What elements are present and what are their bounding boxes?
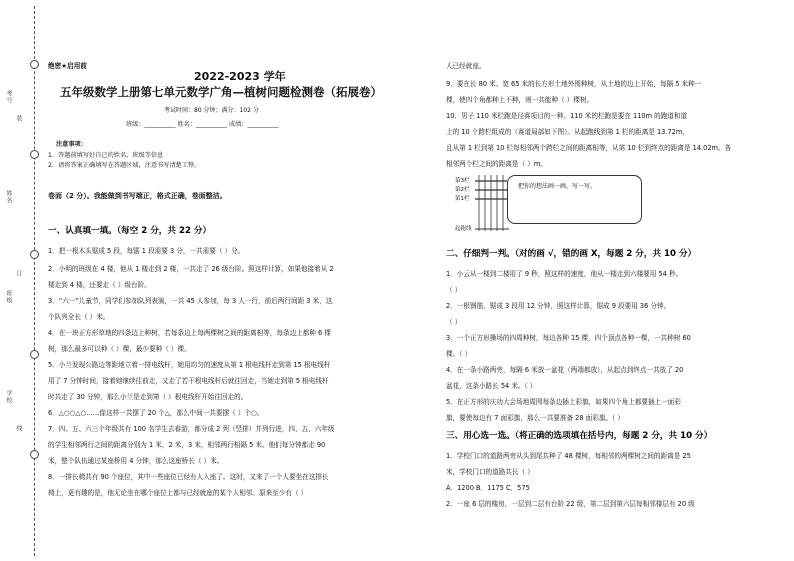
binding-label: 班级	[5, 290, 12, 304]
thought-bubble	[507, 175, 642, 224]
question-line: 3．一个正方形操场的四周种树，每边各种 15 棵，四个顶点各种一棵，一共种树 60	[446, 334, 691, 342]
question-line: 上的 10 个跨栏组成的（赛道局部如下图）。从起跑线到第 1 栏的距离是 13.72m，	[446, 128, 689, 136]
question-line: 棵，使四个角都种上不种，则一共能种（ ）棵树。	[446, 96, 594, 104]
question-line: 4．在一块正方形草地的四条边上种树，若每条边上每两棵树之间的距离相等，每条边上都种 6 棵	[48, 329, 331, 337]
question-line: 10．男子 110 米栏跑是径赛项目的一种。110 米的栏跑是要在 110m 的跑道和道	[446, 112, 688, 120]
question-line: 1．小云从一楼到二楼用了 9 秒，照这样的速度，他从一楼走到六楼要用 54 秒。	[446, 270, 683, 278]
binding-hole	[30, 450, 39, 459]
binding-margin	[0, 0, 44, 561]
question-line: 2．小明的班级在 4 楼，他从 1 楼走到 2 楼，一共走了 26 级台阶。照这样计算，如果他接着从 2	[48, 265, 334, 273]
page-title: 五年级数学上册第七单元数学广角—植树问题检测卷（拓展卷）	[60, 85, 382, 99]
question-line: 用了 7 分钟时间，接着她继续往前走，又走了若干根电线杆后就往回走，当她走到第 5 根电线杆	[48, 377, 329, 385]
note-item: 1．答题前填写好自己的姓名、班级等信息	[48, 152, 164, 159]
binding-mark: 订	[15, 270, 22, 277]
binding-label: 考号	[5, 90, 12, 104]
note-item: 2．请将答案正确填写在答题区域，注意书写清楚工整。	[48, 162, 201, 169]
exam-info: 考试时间：80 分钟；满分：102 分	[164, 107, 259, 114]
notes-heading: 注意事项：	[56, 141, 87, 148]
question-line: 3．“六一”儿童节，同学们参加队列表演，一共 45 人参加，每 3 人一行，前后两行间距 3 米，这	[48, 297, 333, 305]
question-line: 5．在正方形的庆功大会场地周围每条边插上彩旗，如果四个角上都要插上一面彩	[446, 398, 681, 406]
question-line: 2．一座 6 层的楼房，一层到二层有台阶 22 级，第二层到第六层每相邻楼层有 20 级	[446, 500, 695, 508]
binding-dashed-line	[34, 6, 35, 556]
question-line: 2．一根钢筋，锯成 3 段用 12 分钟，照这样计算，锯成 9 段要用 36 分钟。	[446, 302, 671, 310]
question-line: 6．△○○△○……像这样一共摆了 20 个△，那么中间一共要摆（ ）个○。	[48, 409, 264, 417]
question-line: 相邻两个栏之间的距离是（ ）m。	[446, 160, 547, 168]
question-line: 时共走了 30 分钟，那么小兰是走到第（ ）根电线杆开始往回走的。	[48, 393, 248, 401]
question-line: 树，那么最多可以种（ ）棵，最少要种（ ）棵。	[48, 345, 191, 353]
question-line: 9．要在长 80 米、宽 65 米的长方形土地外围种树，从土地的边上开始，每隔 5 米种一	[446, 80, 702, 88]
binding-label: 姓名	[5, 190, 12, 204]
binding-hole	[30, 350, 39, 359]
question-line: 个队列全长（ ）米。	[48, 313, 110, 321]
question-line: 的学生相邻两行之间的距离分别为 1 米，2 米，3 米，相邻两行相隔 5 米。他们每分钟都走 90	[48, 441, 326, 449]
section-3-heading: 三、用心选一选。（将正确的选项填在括号内，每题 2 分，共 10 分）	[446, 431, 713, 441]
hurdle-label: 第2栏	[455, 187, 470, 193]
binding-mark: 装	[15, 115, 22, 122]
binding-mark: 线	[15, 425, 22, 432]
question-line: 且从第 1 栏到第 10 栏每相邻两个跨栏之间的距离相等，从第 10 栏到终点的距离是 14.02m。各	[446, 144, 732, 152]
question-line: 人已经就座。	[446, 62, 486, 70]
question-line: 旗，要使每边有 7 面彩旗，那么一共要准备 28 面彩旗。（ ）	[446, 414, 625, 422]
neatness-note: 卷面（2 分）。我能做到书写端正，格式正确，卷面整洁。	[48, 192, 227, 200]
hurdle-figure	[455, 173, 655, 235]
binding-label: 学校	[5, 390, 12, 404]
question-line: 7．四、五、六三个年级共有 100 名学生去春游，都分成 2 列（竖排）并列行进，四、五、六年级	[48, 425, 335, 433]
section-1-heading: 一、认真填一填。（每空 2 分，共 22 分）	[48, 226, 212, 236]
question-line: 4．在一条小路两旁，每隔 6 米放一盆花（两端都放），从起点到终点一共放了 20	[446, 366, 684, 374]
question-line: （ ）	[446, 318, 462, 326]
binding-hole	[30, 250, 39, 259]
hurdle-label: 第3栏	[455, 178, 470, 184]
question-line: （ ）	[446, 286, 462, 294]
question-line: 1．学校门口的道路两旁从头到尾共种了 48 棵树，每相邻的两棵树之间的距离是 25	[446, 452, 691, 460]
question-line: 棵。（ ）	[446, 350, 472, 358]
binding-hole	[30, 150, 39, 159]
section-2-heading: 二、仔细判一判。（对的画 √，错的画 X，每题 2 分，共 10 分）	[446, 249, 697, 259]
binding-hole	[30, 60, 39, 69]
question-line: 椅上，更有趣的是，他无论坐在哪个座位上都与已经就座的某个人相邻。原来至少有（ ）	[48, 489, 308, 497]
bubble-text: 把你的想法画一画，写一写。	[518, 183, 597, 190]
student-fields: 班级：__________ 姓名：__________ 成绩：__________	[126, 121, 279, 128]
secret-label: 绝密★启用前	[48, 62, 87, 70]
question-line: 楼走到 4 楼，还要走（ ）级台阶。	[48, 281, 151, 289]
question-line: 8．一排长椅共有 90 个座位，其中一些座位已经有人入座了。这时，又来了一个人要坐在这排长	[48, 473, 329, 481]
school-year: 2022-2023 学年	[194, 70, 286, 83]
question-line: 5．小兰发现公路边等距地立着一排电线杆，她用均匀的速度从第 1 根电线杆走到第 15 根电线杆	[48, 361, 331, 369]
hurdle-label: 第1栏	[455, 196, 470, 202]
question-line: 米，学校门口的道路共长（ ）	[446, 468, 534, 476]
question-line: 米，整个队伍通过某座桥用 4 分钟，那么这座桥长（ ）米。	[48, 457, 224, 465]
question-line: 1．把一根木头锯成 5 段，每锯 1 段需要 3 分，一共需要（ ）分。	[48, 247, 245, 255]
start-line-label: 起跑线	[455, 226, 472, 232]
question-line: 盆花，这条小路长 54 米。（ ）	[446, 382, 537, 390]
answer-options: A．1200 B．1175 C．575	[446, 484, 530, 492]
